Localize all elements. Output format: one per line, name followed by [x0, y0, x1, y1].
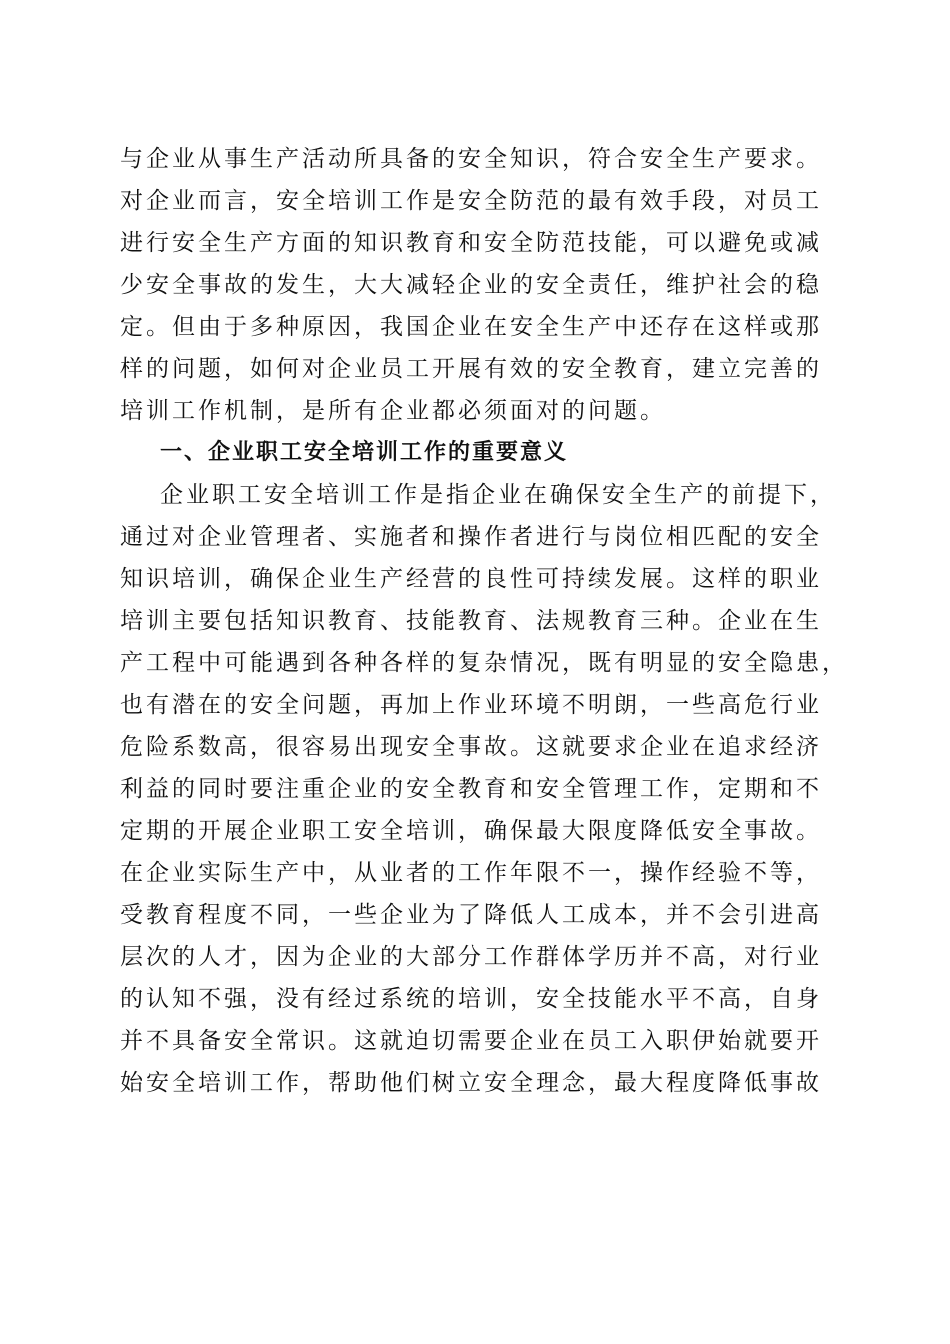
paragraph-line: 利益的同时要注重企业的安全教育和安全管理工作，定期和不 — [120, 776, 822, 802]
paragraph-line: 产工程中可能遇到各种各样的复杂情况，既有明显的安全隐患， — [120, 650, 848, 676]
paragraph-line: 受教育程度不同，一些企业为了降低人工成本，并不会引进高 — [120, 902, 822, 928]
document-body — [120, 138, 848, 1104]
paragraph-line: 并不具备安全常识。这就迫切需要企业在员工入职伊始就要开 — [120, 1028, 822, 1054]
section-heading: 一、企业职工安全培训工作的重要意义 — [160, 440, 569, 465]
paragraph-line: 在企业实际生产中，从业者的工作年限不一，操作经验不等， — [120, 860, 822, 886]
paragraph-line: 通过对企业管理者、实施者和操作者进行与岗位相匹配的安全 — [120, 524, 822, 550]
paragraph-line: 也有潜在的安全问题，再加上作业环境不明朗，一些高危行业 — [120, 692, 822, 718]
paragraph-line: 样的问题，如何对企业员工开展有效的安全教育，建立完善的 — [120, 356, 822, 382]
paragraph-line: 的认知不强，没有经过系统的培训，安全技能水平不高，自身 — [120, 986, 822, 1012]
paragraph-line: 定期的开展企业职工安全培训，确保最大限度降低安全事故。 — [120, 818, 822, 844]
paragraph-line: 企业职工安全培训工作是指企业在确保安全生产的前提下， — [160, 482, 836, 508]
paragraph-line: 培训主要包括知识教育、技能教育、法规教育三种。企业在生 — [120, 608, 822, 634]
paragraph-line: 危险系数高，很容易出现安全事故。这就要求企业在追求经济 — [120, 734, 822, 760]
paragraph-line: 进行安全生产方面的知识教育和安全防范技能，可以避免或减 — [120, 230, 822, 256]
paragraph-line: 培训工作机制，是所有企业都必须面对的问题。 — [120, 398, 666, 424]
paragraph-line: 少安全事故的发生，大大减轻企业的安全责任，维护社会的稳 — [120, 272, 822, 298]
paragraph-line: 始安全培训工作，帮助他们树立安全理念，最大程度降低事故 — [120, 1070, 822, 1096]
paragraph-line: 定。但由于多种原因，我国企业在安全生产中还存在这样或那 — [120, 314, 822, 340]
paragraph-line: 与企业从事生产活动所具备的安全知识，符合安全生产要求。 — [120, 146, 822, 172]
paragraph-line: 层次的人才，因为企业的大部分工作群体学历并不高，对行业 — [120, 944, 822, 970]
paragraph-line: 知识培训，确保企业生产经营的良性可持续发展。这样的职业 — [120, 566, 822, 592]
paragraph-line: 对企业而言，安全培训工作是安全防范的最有效手段，对员工 — [120, 188, 822, 214]
